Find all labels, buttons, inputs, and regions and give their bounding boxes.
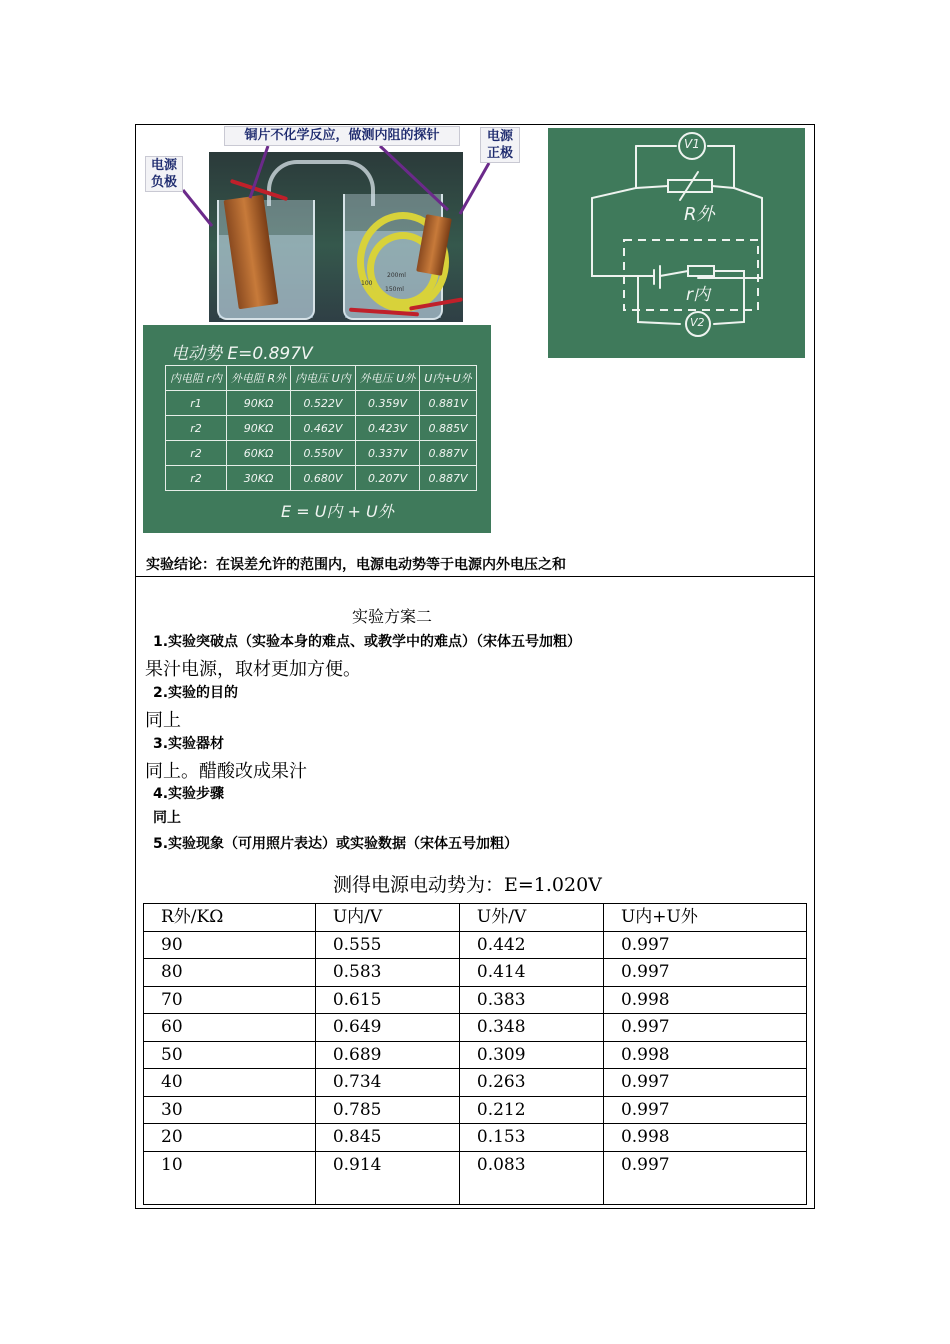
chalk-header: U内+U外 (420, 366, 476, 391)
table-cell: 0.997 (603, 959, 806, 987)
emf-result: 测得电源电动势为：E=1.020V (333, 874, 602, 896)
chalk-cell: 0.885V (420, 416, 476, 441)
table-cell: 0.414 (459, 959, 603, 987)
table-cell: 10 (144, 1151, 316, 1204)
voltmeter-2-label: V2 (690, 316, 705, 329)
table-cell: 0.555 (315, 931, 459, 959)
table-cell: 0.997 (603, 1069, 806, 1097)
beaker-mark: 200ml (387, 272, 406, 279)
chalk-cell: 0.462V (291, 416, 356, 441)
chalk-cell: r2 (166, 441, 227, 466)
chalk-cell: 0.887V (420, 466, 476, 491)
section-body-4: 同上 (153, 810, 181, 826)
table-row (144, 986, 807, 1014)
table-cell: 0.083 (459, 1151, 603, 1204)
table-row (144, 1096, 807, 1124)
results-table (143, 903, 807, 1205)
chalk-cell: r2 (166, 466, 227, 491)
column-header: U内/V (315, 904, 459, 932)
column-header: U外/V (459, 904, 603, 932)
table-cell: 0.689 (315, 1041, 459, 1069)
section-heading-1: 1.实验突破点（实验本身的难点、或教学中的难点）（宋体五号加粗） (153, 634, 582, 650)
emf-title: 电动势 E=0.897V (171, 344, 313, 364)
table-cell: 0.998 (603, 986, 806, 1014)
chalk-header: 外电压 U外 (355, 366, 420, 391)
chalk-cell: 0.680V (291, 466, 356, 491)
table-cell: 50 (144, 1041, 316, 1069)
chalk-row (166, 391, 477, 416)
table-cell: 0.997 (603, 931, 806, 959)
table-row (144, 959, 807, 987)
table-cell: 90 (144, 931, 316, 959)
table-cell: 0.348 (459, 1014, 603, 1042)
table-cell: 80 (144, 959, 316, 987)
table-cell: 0.212 (459, 1096, 603, 1124)
beaker-mark: 150ml (385, 286, 404, 293)
chalkboard-table (143, 325, 491, 533)
chalk-header: 内电压 U内 (291, 366, 356, 391)
table-row (144, 1041, 807, 1069)
table-cell: 0.997 (603, 1014, 806, 1042)
chalk-cell: 0.881V (420, 391, 476, 416)
table-cell: 0.914 (315, 1151, 459, 1204)
table-cell: 0.153 (459, 1124, 603, 1152)
table-row (144, 1069, 807, 1097)
column-header: R外/KΩ (144, 904, 316, 932)
chalk-cell: 60KΩ (227, 441, 291, 466)
table-cell: 0.615 (315, 986, 459, 1014)
table-row (144, 1151, 807, 1204)
chalk-cell: 0.423V (355, 416, 420, 441)
chalk-cell: 0.550V (291, 441, 356, 466)
table-cell: 0.263 (459, 1069, 603, 1097)
chalk-row (166, 441, 477, 466)
chalk-header: 内电阻 r内 (166, 366, 227, 391)
section-body-1: 果汁电源，取材更加方便。 (145, 659, 361, 680)
plan-title: 实验方案二 (352, 607, 433, 626)
section-body-2: 同上 (145, 710, 181, 731)
section-heading-5: 5.实验现象（可用照片表达）或实验数据（宋体五号加粗） (153, 836, 519, 852)
column-header: U内+U外 (603, 904, 806, 932)
section-divider (135, 576, 815, 577)
table-cell: 0.309 (459, 1041, 603, 1069)
table-cell: 0.583 (315, 959, 459, 987)
table-cell: 0.998 (603, 1041, 806, 1069)
table-cell: 0.383 (459, 986, 603, 1014)
table-cell: 0.845 (315, 1124, 459, 1152)
table-cell: 0.997 (603, 1096, 806, 1124)
table-cell: 0.998 (603, 1124, 806, 1152)
chalk-cell: r2 (166, 416, 227, 441)
table-row (144, 931, 807, 959)
table-cell: 60 (144, 1014, 316, 1042)
section-body-3: 同上。醋酸改成果汁 (145, 761, 307, 782)
table-cell: 70 (144, 986, 316, 1014)
table-cell: 30 (144, 1096, 316, 1124)
beaker-mark: 100 (361, 280, 373, 287)
table-cell: 0.997 (603, 1151, 806, 1204)
voltmeter-1-label: V1 (684, 137, 700, 151)
probe-label: 铜片不化学反应，做测内阻的探针 (224, 126, 460, 146)
beaker-photo (209, 152, 463, 322)
positive-pole-label: 电源 正极 (480, 127, 520, 163)
table-row (144, 1124, 807, 1152)
chalk-cell: 90KΩ (227, 391, 291, 416)
experiment-conclusion: 实验结论：在误差允许的范围内，电源电动势等于电源内外电压之和 (146, 557, 566, 573)
circuit-diagram (548, 128, 805, 358)
chalk-cell: 90KΩ (227, 416, 291, 441)
table-cell: 0.734 (315, 1069, 459, 1097)
chalk-data-table (165, 365, 477, 491)
negative-pole-label: 电源 负极 (145, 156, 183, 192)
chalk-row (166, 416, 477, 441)
external-resistor-label: R外 (684, 204, 715, 225)
chalk-cell: 0.887V (420, 441, 476, 466)
chalk-row (166, 466, 477, 491)
table-cell: 0.785 (315, 1096, 459, 1124)
chalk-header: 外电阻 R外 (227, 366, 291, 391)
internal-resistor-label: r内 (686, 285, 710, 305)
chalk-cell: 30KΩ (227, 466, 291, 491)
section-heading-2: 2.实验的目的 (153, 685, 239, 701)
chalk-cell: 0.522V (291, 391, 356, 416)
chalk-cell: 0.359V (355, 391, 420, 416)
table-cell: 0.442 (459, 931, 603, 959)
table-cell: 40 (144, 1069, 316, 1097)
emf-formula: E = U内 + U外 (281, 502, 394, 521)
table-cell: 0.649 (315, 1014, 459, 1042)
chalk-cell: r1 (166, 391, 227, 416)
section-heading-4: 4.实验步骤 (153, 786, 225, 802)
table-row (144, 1014, 807, 1042)
chalk-cell: 0.207V (355, 466, 420, 491)
section-heading-3: 3.实验器材 (153, 736, 225, 752)
chalk-cell: 0.337V (355, 441, 420, 466)
table-cell: 20 (144, 1124, 316, 1152)
